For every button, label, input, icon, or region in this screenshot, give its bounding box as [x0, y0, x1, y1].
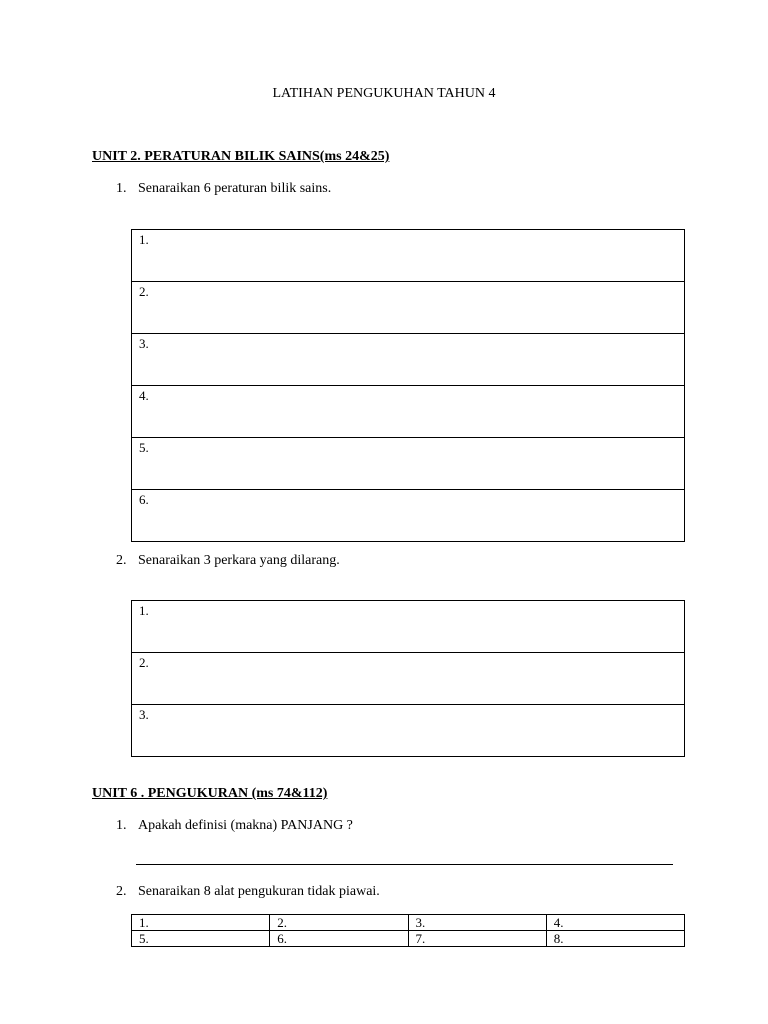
unit2-q2-answer-table	[131, 600, 685, 757]
grid-cell[interactable]: 8.	[546, 931, 684, 947]
grid-row	[132, 931, 685, 947]
unit2-heading: UNIT 2. PERATURAN BILIK SAINS(ms 24&25)	[92, 149, 390, 164]
answer-line[interactable]	[136, 864, 673, 865]
question-text: Senaraikan 3 perkara yang dilarang.	[138, 553, 340, 568]
answer-cell[interactable]: 3.	[132, 334, 685, 386]
grid-cell[interactable]: 2.	[270, 915, 408, 931]
unit6-question-2	[116, 884, 380, 900]
answer-row	[132, 490, 685, 542]
grid-cell[interactable]: 6.	[270, 931, 408, 947]
grid-cell[interactable]: 5.	[132, 931, 270, 947]
unit2-question-1	[116, 181, 331, 197]
answer-row	[132, 653, 685, 705]
question-text: Senaraikan 6 peraturan bilik sains.	[138, 181, 332, 196]
grid-cell[interactable]: 1.	[132, 915, 270, 931]
grid-cell[interactable]: 3.	[408, 915, 546, 931]
question-number: 2.	[116, 884, 127, 899]
answer-cell[interactable]: 5.	[132, 438, 685, 490]
answer-row	[132, 705, 685, 757]
answer-cell[interactable]: 2.	[132, 282, 685, 334]
question-number: 1.	[116, 818, 127, 833]
answer-row	[132, 334, 685, 386]
unit6-q2-answer-grid	[131, 914, 685, 947]
answer-row	[132, 386, 685, 438]
question-number: 1.	[116, 181, 127, 196]
answer-cell[interactable]: 2.	[132, 653, 685, 705]
answer-row	[132, 601, 685, 653]
question-number: 2.	[116, 553, 127, 568]
grid-cell[interactable]: 4.	[546, 915, 684, 931]
grid-row	[132, 915, 685, 931]
unit2-question-2	[116, 553, 340, 569]
page-title: LATIHAN PENGUKUHAN TAHUN 4	[272, 86, 496, 101]
answer-cell[interactable]: 6.	[132, 490, 685, 542]
answer-row	[132, 230, 685, 282]
unit6-heading: UNIT 6 . PENGUKURAN (ms 74&112)	[92, 786, 328, 801]
answer-cell[interactable]: 4.	[132, 386, 685, 438]
grid-cell[interactable]: 7.	[408, 931, 546, 947]
unit6-question-1	[116, 818, 353, 834]
unit2-q1-answer-table	[131, 229, 685, 542]
answer-row	[132, 282, 685, 334]
answer-cell[interactable]: 1.	[132, 230, 685, 282]
answer-cell[interactable]: 1.	[132, 601, 685, 653]
answer-row	[132, 438, 685, 490]
question-text: Senaraikan 8 alat pengukuran tidak piawai.	[138, 884, 380, 899]
question-text: Apakah definisi (makna) PANJANG ?	[138, 818, 353, 833]
answer-cell[interactable]: 3.	[132, 705, 685, 757]
